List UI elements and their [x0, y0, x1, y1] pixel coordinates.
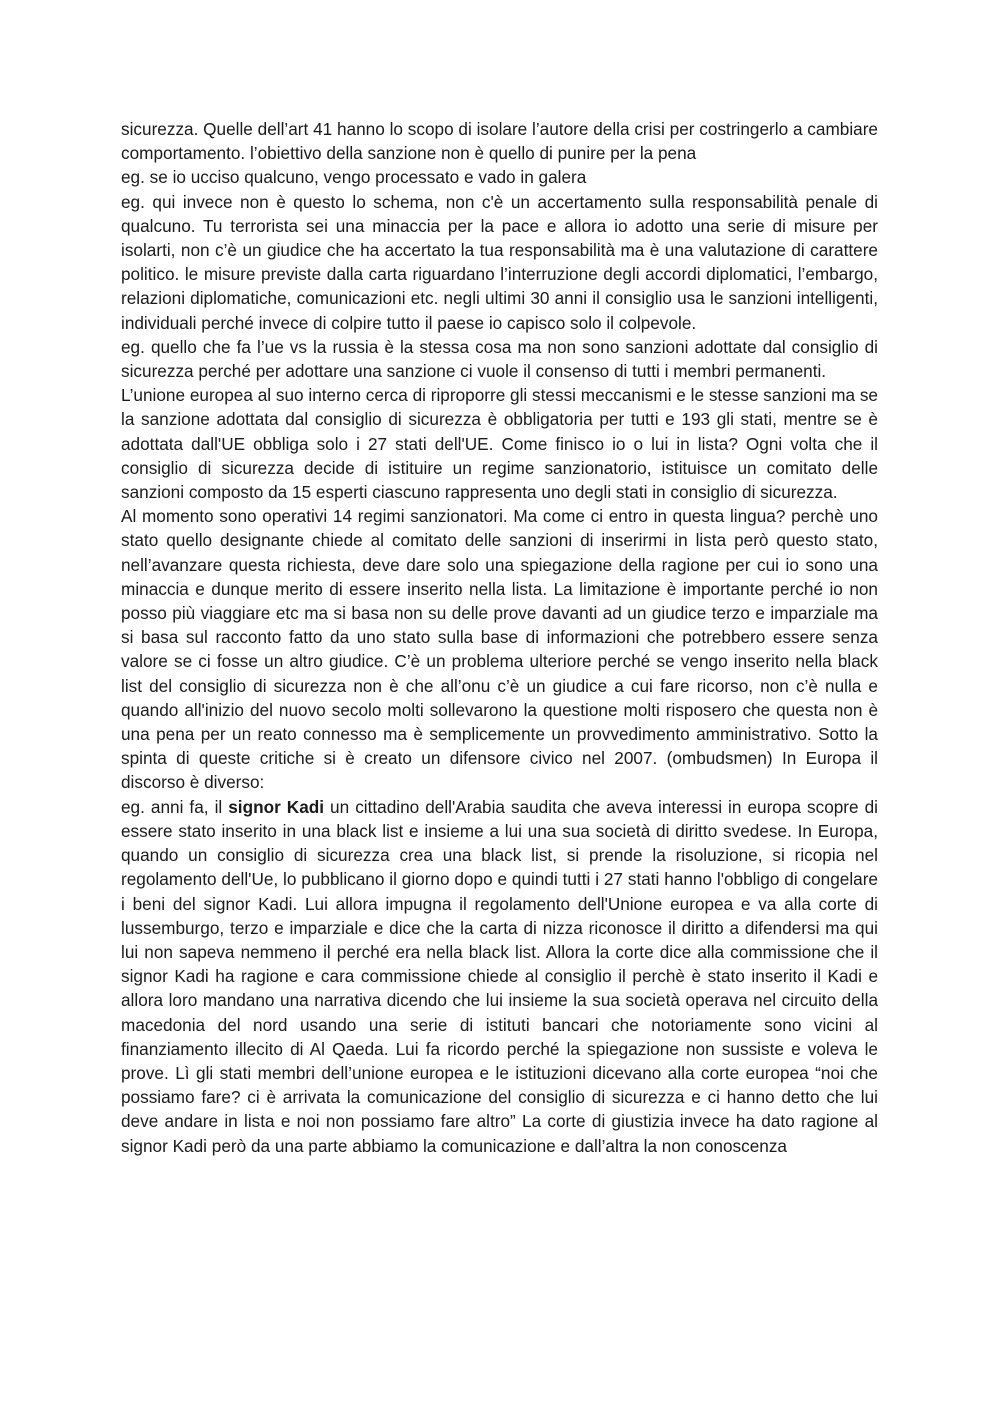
paragraph-example-murder: eg. se io ucciso qualcuno, vengo processato e vado in galera — [121, 167, 587, 188]
paragraph-example-russia: eg. quello che fa l’ue vs la russia è la stessa cosa ma non sono sanzioni adottate dal consiglio di sicurezza perché per adottare una sanzione ci vuole il consenso di tutti i membri permanenti. — [121, 336, 878, 382]
kadi-name-bold: signor Kadi — [228, 796, 325, 817]
document-page — [121, 117, 878, 1158]
kadi-text-after: un cittadino dell'Arabia saudita che aveva interessi in europa scopre di essere stato inserito in una black list e insieme a lui una sua società di diritto svedese. In Europa, quando un consiglio di sicurezza crea una black list, si prende la risoluzione, si ricopia nel regolamento dell'Ue, lo pubblicano il giorno dopo e quindi tutti i 27 stati hanno l'obbligo di congelare i beni del signor Kadi. Lui allora impugna il regolamento dell'Unione europea e va alla corte di lussemburgo, terzo e imparziale e dice che la carta di nizza riconosce il diritto a difendersi ma qui lui non sapeva nemmeno il perché era nella black list. Allora la corte dice alla commissione che il signor Kadi ha ragione e cara commissione chiede al consiglio il perchè è stato inserito il Kadi e allora loro mandano una narrativa dicendo che lui insieme la sua società operava nel circuito della macedonia del nord usando una serie di istituti bancari che notoriamente sono vicini al finanziamento illecito di Al Qaeda. Lui fa ricordo perché la spiegazione non sussiste e voleva le prove. Lì gli stati membri dell’unione europea e le istituzioni dicevano alla corte europea “noi che possiamo fare? ci è arrivata la comunicazione del consiglio di sicurezza e ci hanno detto che lui deve andare in lista e noi non possiamo fare altro” La corte di giustizia invece ha dato ragione al signor Kadi però da una parte abbiamo la comunicazione e dall’altra la non conoscenza — [121, 796, 878, 1156]
paragraph-eu-sanctions: L’unione europea al suo interno cerca di riproporre gli stessi meccanismi e le stesse sanzioni ma se la sanzione adottata dal consiglio di sicurezza è obbligatoria per tutti e 193 gli stati, mentre se è adottata dall'UE obbliga solo i 27 stati dell'UE. Come finisco io o lui in lista? Ogni volta che il consiglio di sicurezza decide di istituire un regime sanzionatorio, istituisce un comitato delle sanzioni composto da 15 esperti ciascuno rappresenta uno degli stati in consiglio di sicurezza. — [121, 385, 878, 503]
paragraph-example-terrorist: eg. qui invece non è questo lo schema, non c'è un accertamento sulla responsabilità penale di qualcuno. Tu terrorista sei una minaccia per la pace e allora io adotto una serie di misure per isolarti, non c’è un giudice che ha accertato la tua responsabilità ma è una valutazione di carattere politico. le misure previste dalla carta riguardano l’interruzione degli accordi diplomatici, l’embargo, relazioni diplomatiche, comunicazioni etc. negli ultimi 30 anni il consiglio usa le sanzioni intelligenti, individuali perché invece di colpire tutto il paese io capisco solo il colpevole. — [121, 191, 878, 333]
paragraph-sanction-regimes: Al momento sono operativi 14 regimi sanzionatori. Ma come ci entro in questa lingua? perchè uno stato quello designante chiede al comitato delle sanzioni di inserirmi in lista però questo stato, nell’avanzare questa richiesta, deve dare solo una spiegazione della ragione per cui io sono una minaccia e dunque merito di essere inserito nella lista. La limitazione è importante perché io non posso più viaggiare etc ma si basa non su delle prove davanti ad un giudice terzo e imparziale ma si basa sul racconto fatto da uno stato sulla base di informazioni che potrebbero essere senza valore se ci fosse un altro giudice. C’è un problema ulteriore perché se vengo inserito nella black list del consiglio di sicurezza non è che all’onu c’è un giudice a cui fare ricorso, non c’è nulla e quando all'inizio del nuovo secolo molti sollevarono la questione molti risposero che questa non è una pena per un reato connesso ma è semplicemente un provvedimento amministrativo. Sotto la spinta di queste critiche si è creato un difensore civico nel 2007. (ombudsmen) In Europa il discorso è diverso: — [121, 506, 878, 793]
kadi-text-before: eg. anni fa, il — [121, 796, 229, 817]
paragraph-kadi-case — [121, 795, 878, 1158]
paragraph-art41: sicurezza. Quelle dell’art 41 hanno lo scopo di isolare l’autore della crisi per costringerlo a cambiare comportamento. l’obiettivo della sanzione non è quello di punire per la pena — [121, 119, 878, 164]
